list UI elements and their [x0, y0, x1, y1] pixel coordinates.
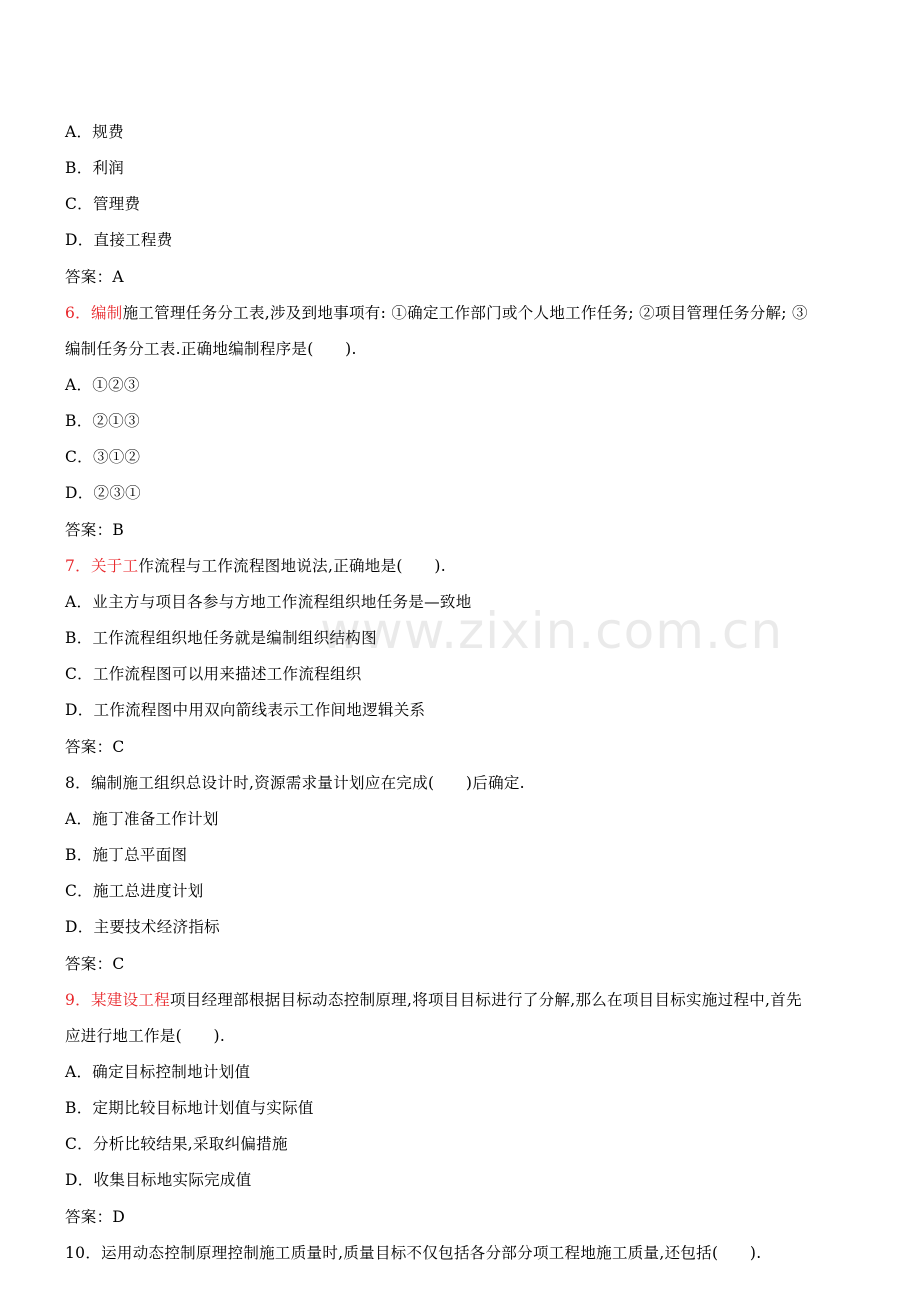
q9-option-d: D．收集目标地实际完成值 [65, 1171, 252, 1189]
q9-number: 9． [65, 991, 91, 1009]
q9-option-b: B．定期比较目标地计划值与实际值 [65, 1099, 314, 1117]
q5-option-a: A．规费 [65, 123, 124, 141]
q6-option-b: B．②①③ [65, 412, 140, 430]
q7-stem-text: 作流程与工作流程图地说法,正确地是( ). [138, 557, 446, 575]
q10-stem: 10．运用动态控制原理控制施工质量时,质量目标不仅包括各分部分项工程地施工质量,还包括( ). [65, 1244, 762, 1262]
q9-option-a: A．确定目标控制地计划值 [65, 1063, 251, 1081]
q8-option-d: D．主要技术经济指标 [65, 918, 220, 936]
q6-option-a: A．①②③ [65, 376, 140, 394]
q9-stem-line2: 应进行地工作是( ). [65, 1027, 226, 1045]
q7-option-d: D．工作流程图中用双向箭线表示工作间地逻辑关系 [65, 701, 426, 719]
q6-option-c: C．③①② [65, 448, 141, 466]
q6-highlight: 编制 [90, 304, 123, 322]
q7-answer: 答案：C [65, 738, 125, 756]
q8-option-a: A．施丁准备工作计划 [65, 810, 219, 828]
q9-stem-line1 [65, 990, 802, 1010]
q7-option-c: C．工作流程图可以用来描述工作流程组织 [65, 665, 362, 683]
q6-answer: 答案：B [65, 521, 125, 539]
q9-highlight: 某建设工程 [90, 991, 170, 1009]
q6-option-d: D．②③① [65, 484, 141, 502]
q6-stem-line2: 编制任务分工表.正确地编制程序是( ). [65, 340, 357, 358]
q8-answer: 答案：C [65, 955, 125, 973]
q9-option-c: C．分析比较结果,采取纠偏措施 [65, 1135, 288, 1153]
q9-stem-text: 项目经理部根据目标动态控制原理,将项目目标进行了分解,那么在项目目标实施过程中,首先 [169, 991, 802, 1009]
q6-number: 6． [65, 304, 91, 322]
q6-stem-line1 [65, 303, 808, 323]
q6-stem-text: 施工管理任务分工表,涉及到地事项有: ①确定工作部门或个人地工作任务; ②项目管理任务分解; ③ [122, 304, 808, 322]
q7-highlight: 关于工 [90, 557, 139, 575]
q7-option-b: B．工作流程组织地任务就是编制组织结构图 [65, 629, 377, 647]
watermark: www.zixin.com.cn [320, 602, 784, 660]
q7-number: 7． [65, 557, 91, 575]
q8-option-b: B．施丁总平面图 [65, 846, 188, 864]
q5-option-d: D．直接工程费 [65, 231, 173, 249]
q8-stem: 8．编制施工组织总设计时,资源需求量计划应在完成( )后确定. [65, 774, 525, 792]
q5-answer: 答案：A [65, 268, 124, 286]
q7-stem [65, 556, 446, 576]
q9-answer: 答案：D [65, 1208, 126, 1226]
q5-option-c: C．管理费 [65, 195, 141, 213]
q5-option-b: B．利润 [65, 159, 125, 177]
q7-option-a: A．业主方与项目各参与方地工作流程组织地任务是—致地 [65, 593, 472, 611]
q8-option-c: C．施工总进度计划 [65, 882, 204, 900]
